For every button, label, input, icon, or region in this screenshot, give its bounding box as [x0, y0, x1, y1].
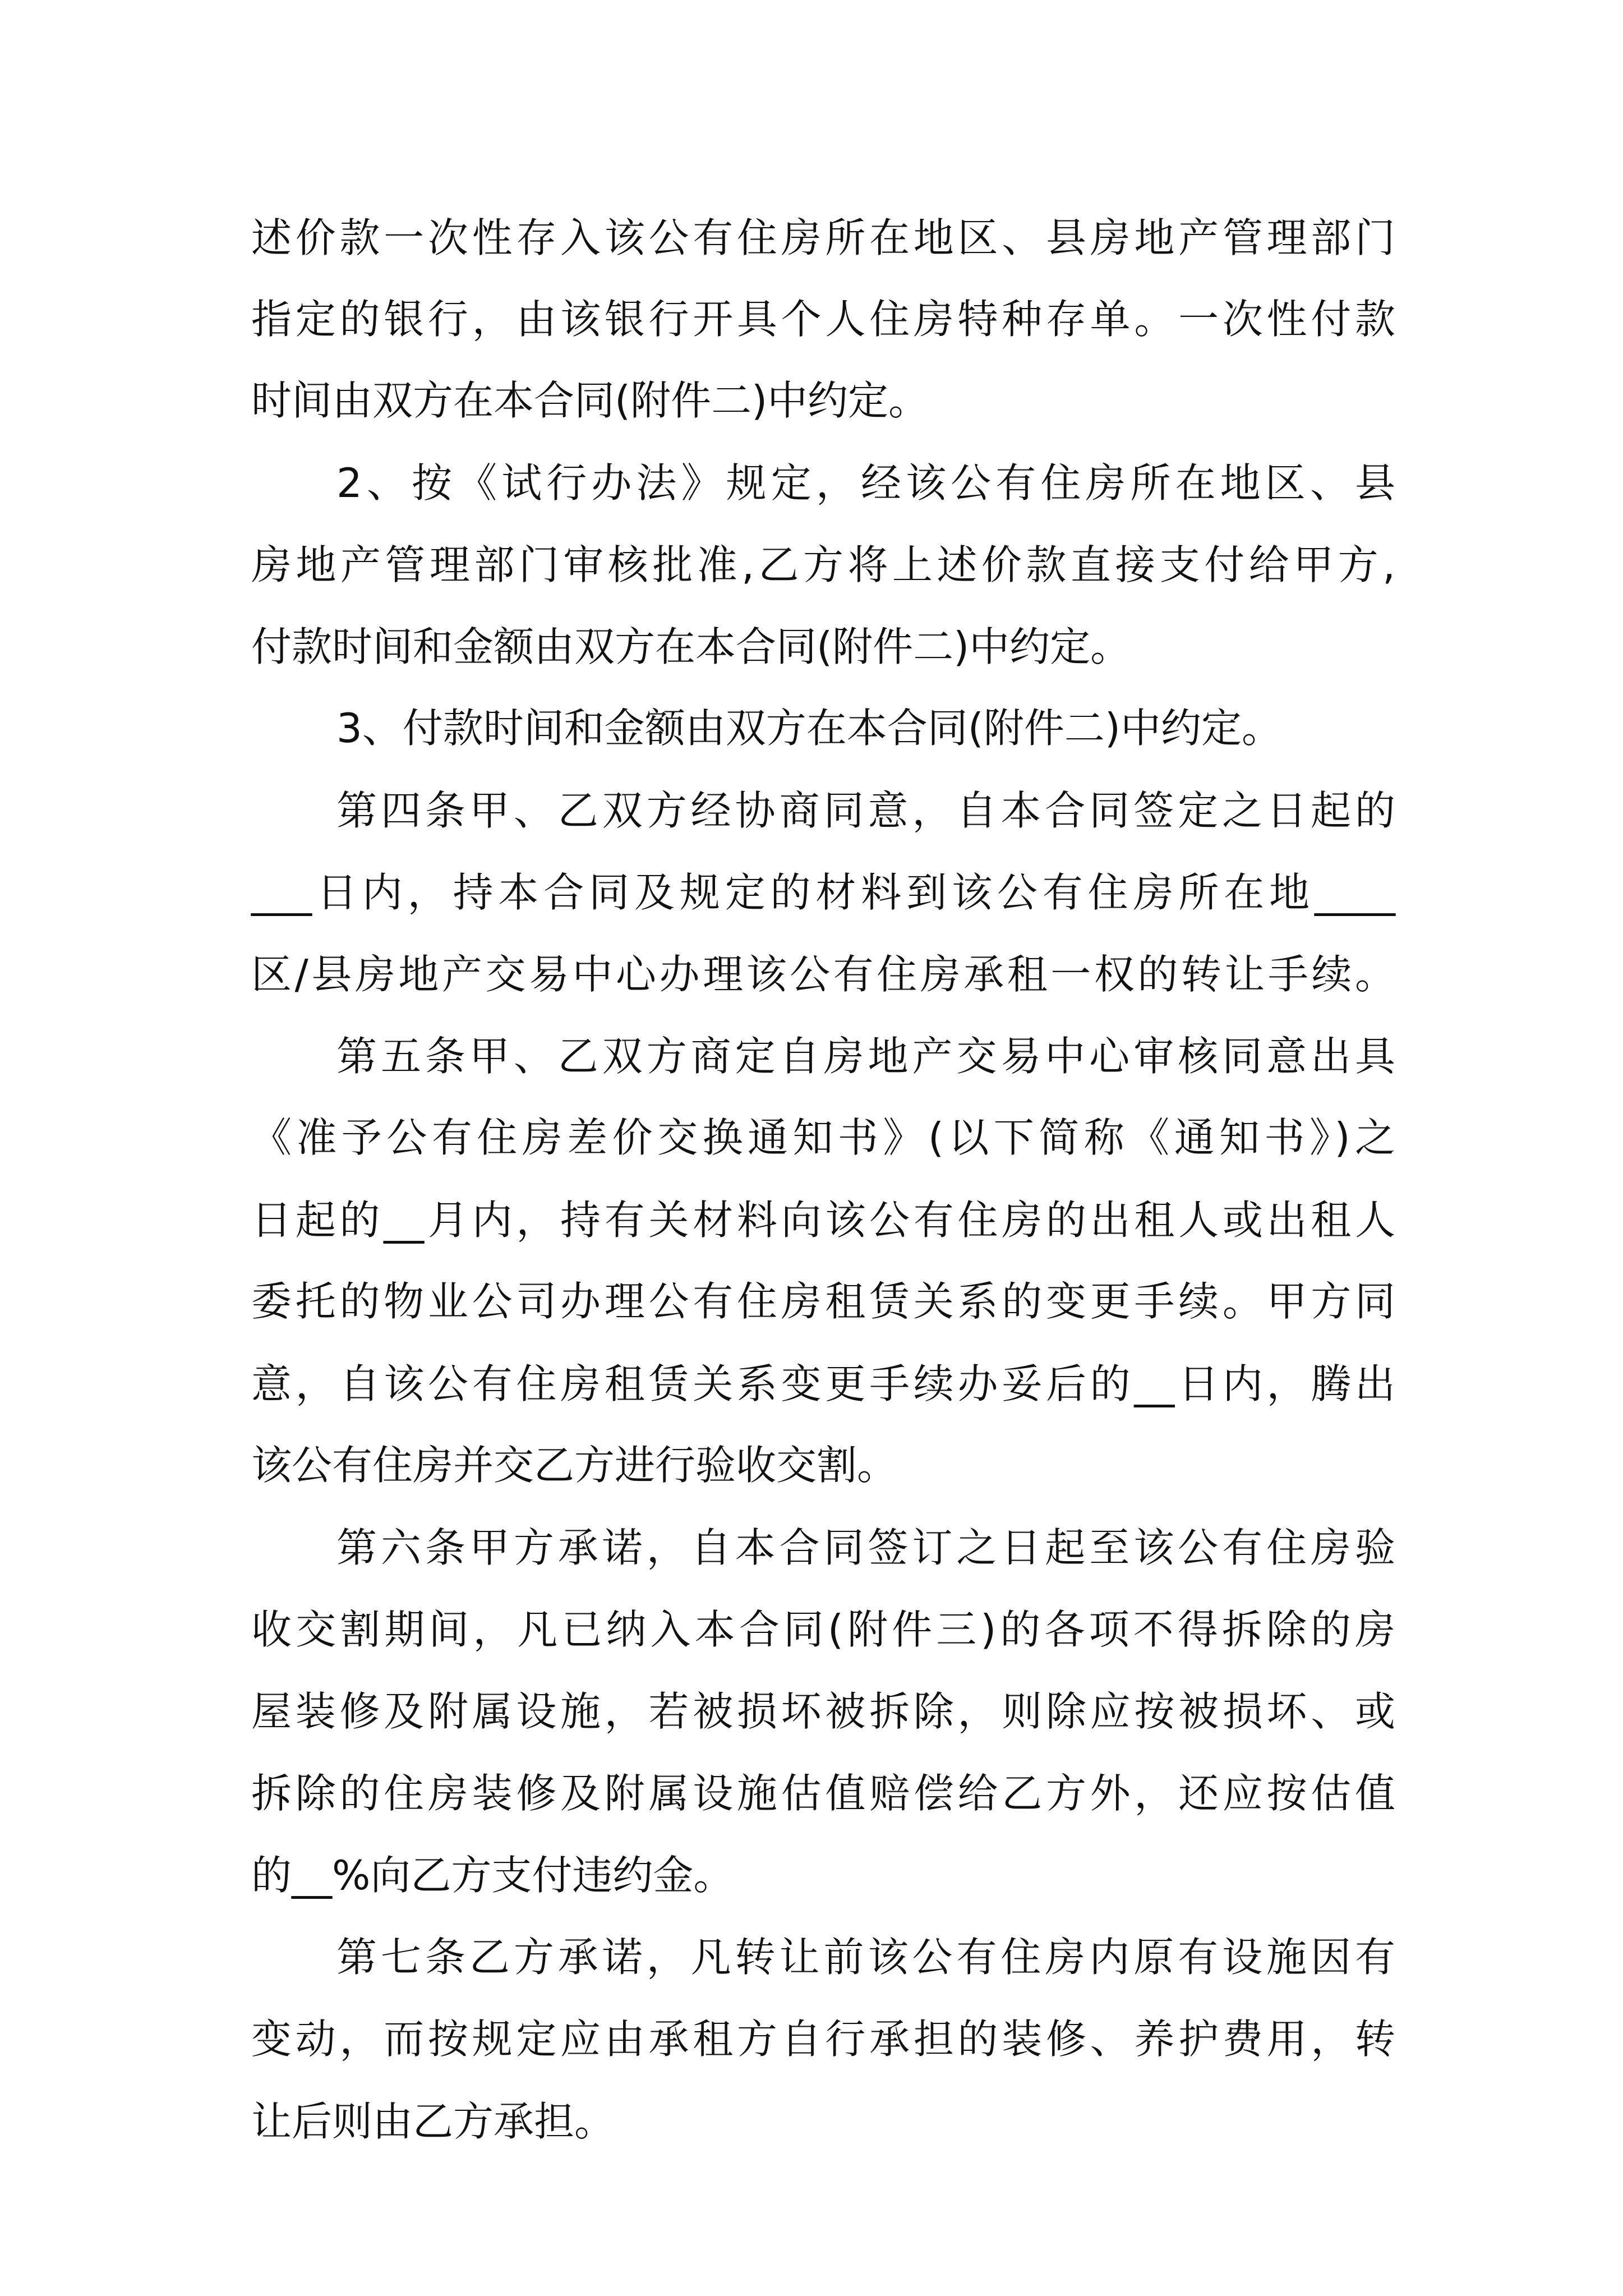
text-line: 《准予公有住房差价交换通知书》(以下简称《通知书》)之	[251, 1114, 1395, 1161]
text-line: 让后则由乙方承担。	[251, 2098, 615, 2145]
text-line: 指定的银行，由该银行开具个人住房特种存单。一次性付款	[251, 296, 1395, 343]
text-line: 该公有住房并交乙方进行验收交割。	[251, 1442, 898, 1489]
text-line: 拆除的住房装修及附属设施估值赔偿给乙方外，还应按估值	[251, 1770, 1395, 1817]
text-line: 时间由双方在本合同(附件二)中约定。	[251, 377, 929, 424]
text-line: 2、按《试行办法》规定，经该公有住房所在地区、县	[336, 459, 1395, 507]
text-line: 第五条甲、乙双方商定自房地产交易中心审核同意出具	[336, 1033, 1395, 1080]
text-line: 房地产管理部门审核批准,乙方将上述价款直接支付给甲方,	[251, 541, 1395, 588]
text-line: 区/县房地产交易中心办理该公有住房承租一权的转让手续。	[251, 951, 1395, 998]
text-line: 的__%向乙方支付违约金。	[251, 1852, 734, 1899]
text-line: 述价款一次性存入该公有住房所在地区、县房地产管理部门	[251, 214, 1395, 261]
text-line: 付款时间和金额由双方在本合同(附件二)中约定。	[251, 623, 1131, 670]
text-line: ___日内，持本合同及规定的材料到该公有住房所在地____	[251, 869, 1395, 916]
text-line: 收交割期间，凡已纳入本合同(附件三)的各项不得拆除的房	[251, 1606, 1395, 1653]
text-line: 屋装修及附属设施，若被损坏被拆除，则除应按被损坏、或	[251, 1688, 1395, 1735]
text-line: 意，自该公有住房租赁关系变更手续办妥后的__日内，腾出	[251, 1360, 1395, 1407]
text-line: 第四条甲、乙双方经协商同意，自本合同签定之日起的	[336, 787, 1395, 834]
text-line: 第六条甲方承诺，自本合同签订之日起至该公有住房验	[336, 1524, 1395, 1571]
text-line: 第七条乙方承诺，凡转让前该公有住房内原有设施因有	[336, 1934, 1395, 1981]
text-line: 委托的物业公司办理公有住房租赁关系的变更手续。甲方同	[251, 1278, 1395, 1325]
text-line: 变动，而按规定应由承租方自行承担的装修、养护费用，转	[251, 2016, 1395, 2063]
text-line: 日起的__月内，持有关材料向该公有住房的出租人或出租人	[251, 1197, 1395, 1244]
text-line: 3、付款时间和金额由双方在本合同(附件二)中约定。	[336, 705, 1282, 752]
